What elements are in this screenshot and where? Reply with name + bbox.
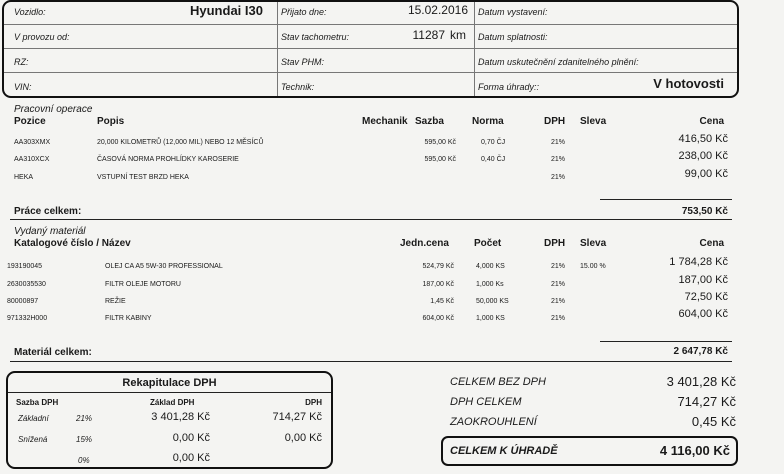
vat-col-sazba: Sazba DPH (16, 398, 59, 407)
total-dph-label: DPH CELKEM (450, 396, 522, 408)
material-row-cislo: 80000897 (7, 298, 39, 305)
vat-row-name: Základní (18, 414, 49, 423)
material-row-nazev: FILTR KABINY (105, 315, 152, 322)
work-row-dph: 21% (551, 174, 566, 181)
divider (8, 392, 331, 393)
material-col-cena: Cena (699, 238, 724, 249)
work-row-pozice: AA303XMX (14, 139, 51, 146)
material-row-pocet: 1,000 KS (476, 315, 505, 322)
vat-row-dph: 714,27 Kč (272, 411, 322, 423)
material-total-label: Materiál celkem: (14, 347, 92, 358)
work-row-sazba: 595,00 Kč (424, 139, 456, 146)
vozidlo-value: Hyundai I30 (190, 3, 263, 18)
work-row-dph: 21% (551, 156, 566, 163)
work-row-pozice: HEKA (14, 174, 34, 181)
work-col-dph: DPH (544, 116, 566, 127)
material-row-jedn: 604,00 Kč (422, 315, 454, 322)
forma-uhrady-label: Forma úhrady:: (478, 82, 540, 92)
datum-plneni-label: Datum uskutečnění zdanitelného plnění: (478, 57, 639, 67)
material-row-cena: 187,00 Kč (678, 274, 728, 286)
material-col-dph: DPH (544, 238, 566, 249)
work-total-value: 753,50 Kč (681, 206, 728, 217)
vat-recap-title: Rekapitulace DPH (122, 377, 217, 389)
total-zaokrouhleni-value: 0,45 Kč (691, 414, 736, 429)
technik-label: Technik: (281, 82, 315, 92)
vat-row-zaklad: 3 401,28 Kč (151, 411, 210, 423)
work-total-rule (600, 199, 732, 200)
work-row-popis: ČASOVÁ NORMA PROHLÍDKY KAROSERIE (97, 156, 239, 163)
tachometr-unit: km (450, 28, 466, 42)
work-col-mechanik: Mechanik (362, 116, 408, 127)
total-bez-dph-label: CELKEM BEZ DPH (450, 376, 546, 388)
work-row-sazba: 595,00 Kč (424, 156, 456, 163)
work-row-cena: 238,00 Kč (678, 150, 728, 162)
datum-splatnosti-label: Datum splatnosti: (478, 32, 548, 42)
material-row-nazev: FILTR OLEJE MOTORU (105, 281, 181, 288)
material-row-dph: 21% (551, 281, 566, 288)
work-col-popis: Popis (97, 116, 125, 127)
work-row-dph: 21% (551, 139, 566, 146)
material-row-jedn: 187,00 Kč (422, 281, 454, 288)
divider (4, 72, 737, 73)
prijato-label: Přijato dne: (281, 7, 327, 17)
material-row-pocet: 4,000 KS (476, 263, 505, 270)
material-section-rule (10, 361, 732, 362)
material-row-cena: 72,50 Kč (684, 291, 728, 303)
vat-col-dph: DPH (305, 398, 322, 407)
material-row-dph: 21% (551, 315, 566, 322)
datum-vystaveni-label: Datum vystavení: (478, 7, 548, 17)
vat-col-zaklad: Základ DPH (150, 398, 195, 407)
work-col-cena: Cena (699, 116, 724, 127)
material-col-pocet: Počet (474, 238, 502, 249)
material-row-dph: 21% (551, 298, 566, 305)
work-row-popis: VSTUPNÍ TEST BRZD HEKA (97, 174, 189, 181)
material-row-nazev: REŽIE (105, 298, 126, 305)
vat-row-dph: 0,00 Kč (284, 432, 322, 444)
divider (277, 2, 278, 96)
phm-label: Stav PHM: (281, 57, 325, 67)
vat-row-rate: 21% (76, 414, 93, 423)
material-row-jedn: 524,79 Kč (422, 263, 454, 270)
material-row-nazev: OLEJ CA A5 5W-30 PROFESSIONAL (105, 263, 223, 270)
material-col-jedn: Jedn.cena (400, 238, 449, 249)
prijato-value: 15.02.2016 (407, 3, 468, 17)
v-provozu-label: V provozu od: (14, 32, 70, 42)
material-row-jedn: 1,45 Kč (430, 298, 454, 305)
work-row-cena: 99,00 Kč (684, 168, 728, 180)
material-row-cena: 1 784,28 Kč (669, 256, 728, 268)
material-row-sleva: 15.00 % (580, 263, 606, 270)
material-total-rule (600, 341, 732, 342)
material-row-cena: 604,00 Kč (678, 308, 728, 320)
total-dph-value: 714,27 Kč (677, 394, 736, 409)
work-row-popis: 20,000 KILOMETRŮ (12,000 MIL) NEBO 12 MĚSÍCŮ (97, 139, 264, 146)
material-row-cislo: 193190045 (7, 263, 43, 270)
work-row-norma: 0,70 ČJ (481, 139, 506, 146)
forma-uhrady-value: V hotovosti (653, 76, 724, 91)
vat-row-zaklad: 0,00 Kč (172, 452, 210, 464)
work-col-sazba: Sazba (415, 116, 444, 127)
work-total-label: Práce celkem: (14, 206, 82, 217)
tachometr-label: Stav tachometru: (281, 32, 350, 42)
work-col-pozice: Pozice (14, 116, 46, 127)
divider (4, 48, 737, 49)
work-row-norma: 0,40 ČJ (481, 156, 506, 163)
rz-label: RZ: (14, 57, 29, 67)
material-total-value: 2 647,78 Kč (673, 346, 728, 357)
vat-row-name: Snížená (18, 435, 48, 444)
work-section-title: Pracovní operace (14, 104, 93, 115)
total-due-value: 4 116,00 Kč (659, 443, 730, 458)
material-row-cislo: 971332H000 (7, 315, 48, 322)
work-col-norma: Norma (472, 116, 504, 127)
vozidlo-label: Vozidlo: (14, 7, 46, 17)
divider (474, 2, 475, 96)
vat-row-zaklad: 0,00 Kč (172, 432, 210, 444)
material-col-katalog: Katalogové číslo / Název (14, 238, 131, 249)
material-col-sleva: Sleva (580, 238, 607, 249)
work-row-pozice: AA310XCX (14, 156, 50, 163)
material-row-pocet: 1,000 Ks (476, 281, 504, 288)
material-row-dph: 21% (551, 263, 566, 270)
vin-label: VIN: (14, 82, 32, 92)
total-zaokrouhleni-label: ZAOKROUHLENÍ (450, 416, 537, 428)
divider (4, 24, 737, 25)
vat-row-rate: 15% (76, 435, 93, 444)
total-due-label: CELKEM K ÚHRADĚ (450, 445, 558, 457)
material-row-cislo: 2630035530 (7, 281, 46, 288)
material-section-title: Vydaný materiál (14, 226, 86, 237)
work-section-rule (10, 219, 732, 220)
total-bez-dph-value: 3 401,28 Kč (666, 374, 736, 389)
work-row-cena: 416,50 Kč (678, 133, 728, 145)
work-col-sleva: Sleva (580, 116, 607, 127)
material-row-pocet: 50,000 KS (476, 298, 509, 305)
tachometr-value: 11287 (412, 28, 445, 42)
vat-row-rate: 0% (78, 456, 90, 465)
